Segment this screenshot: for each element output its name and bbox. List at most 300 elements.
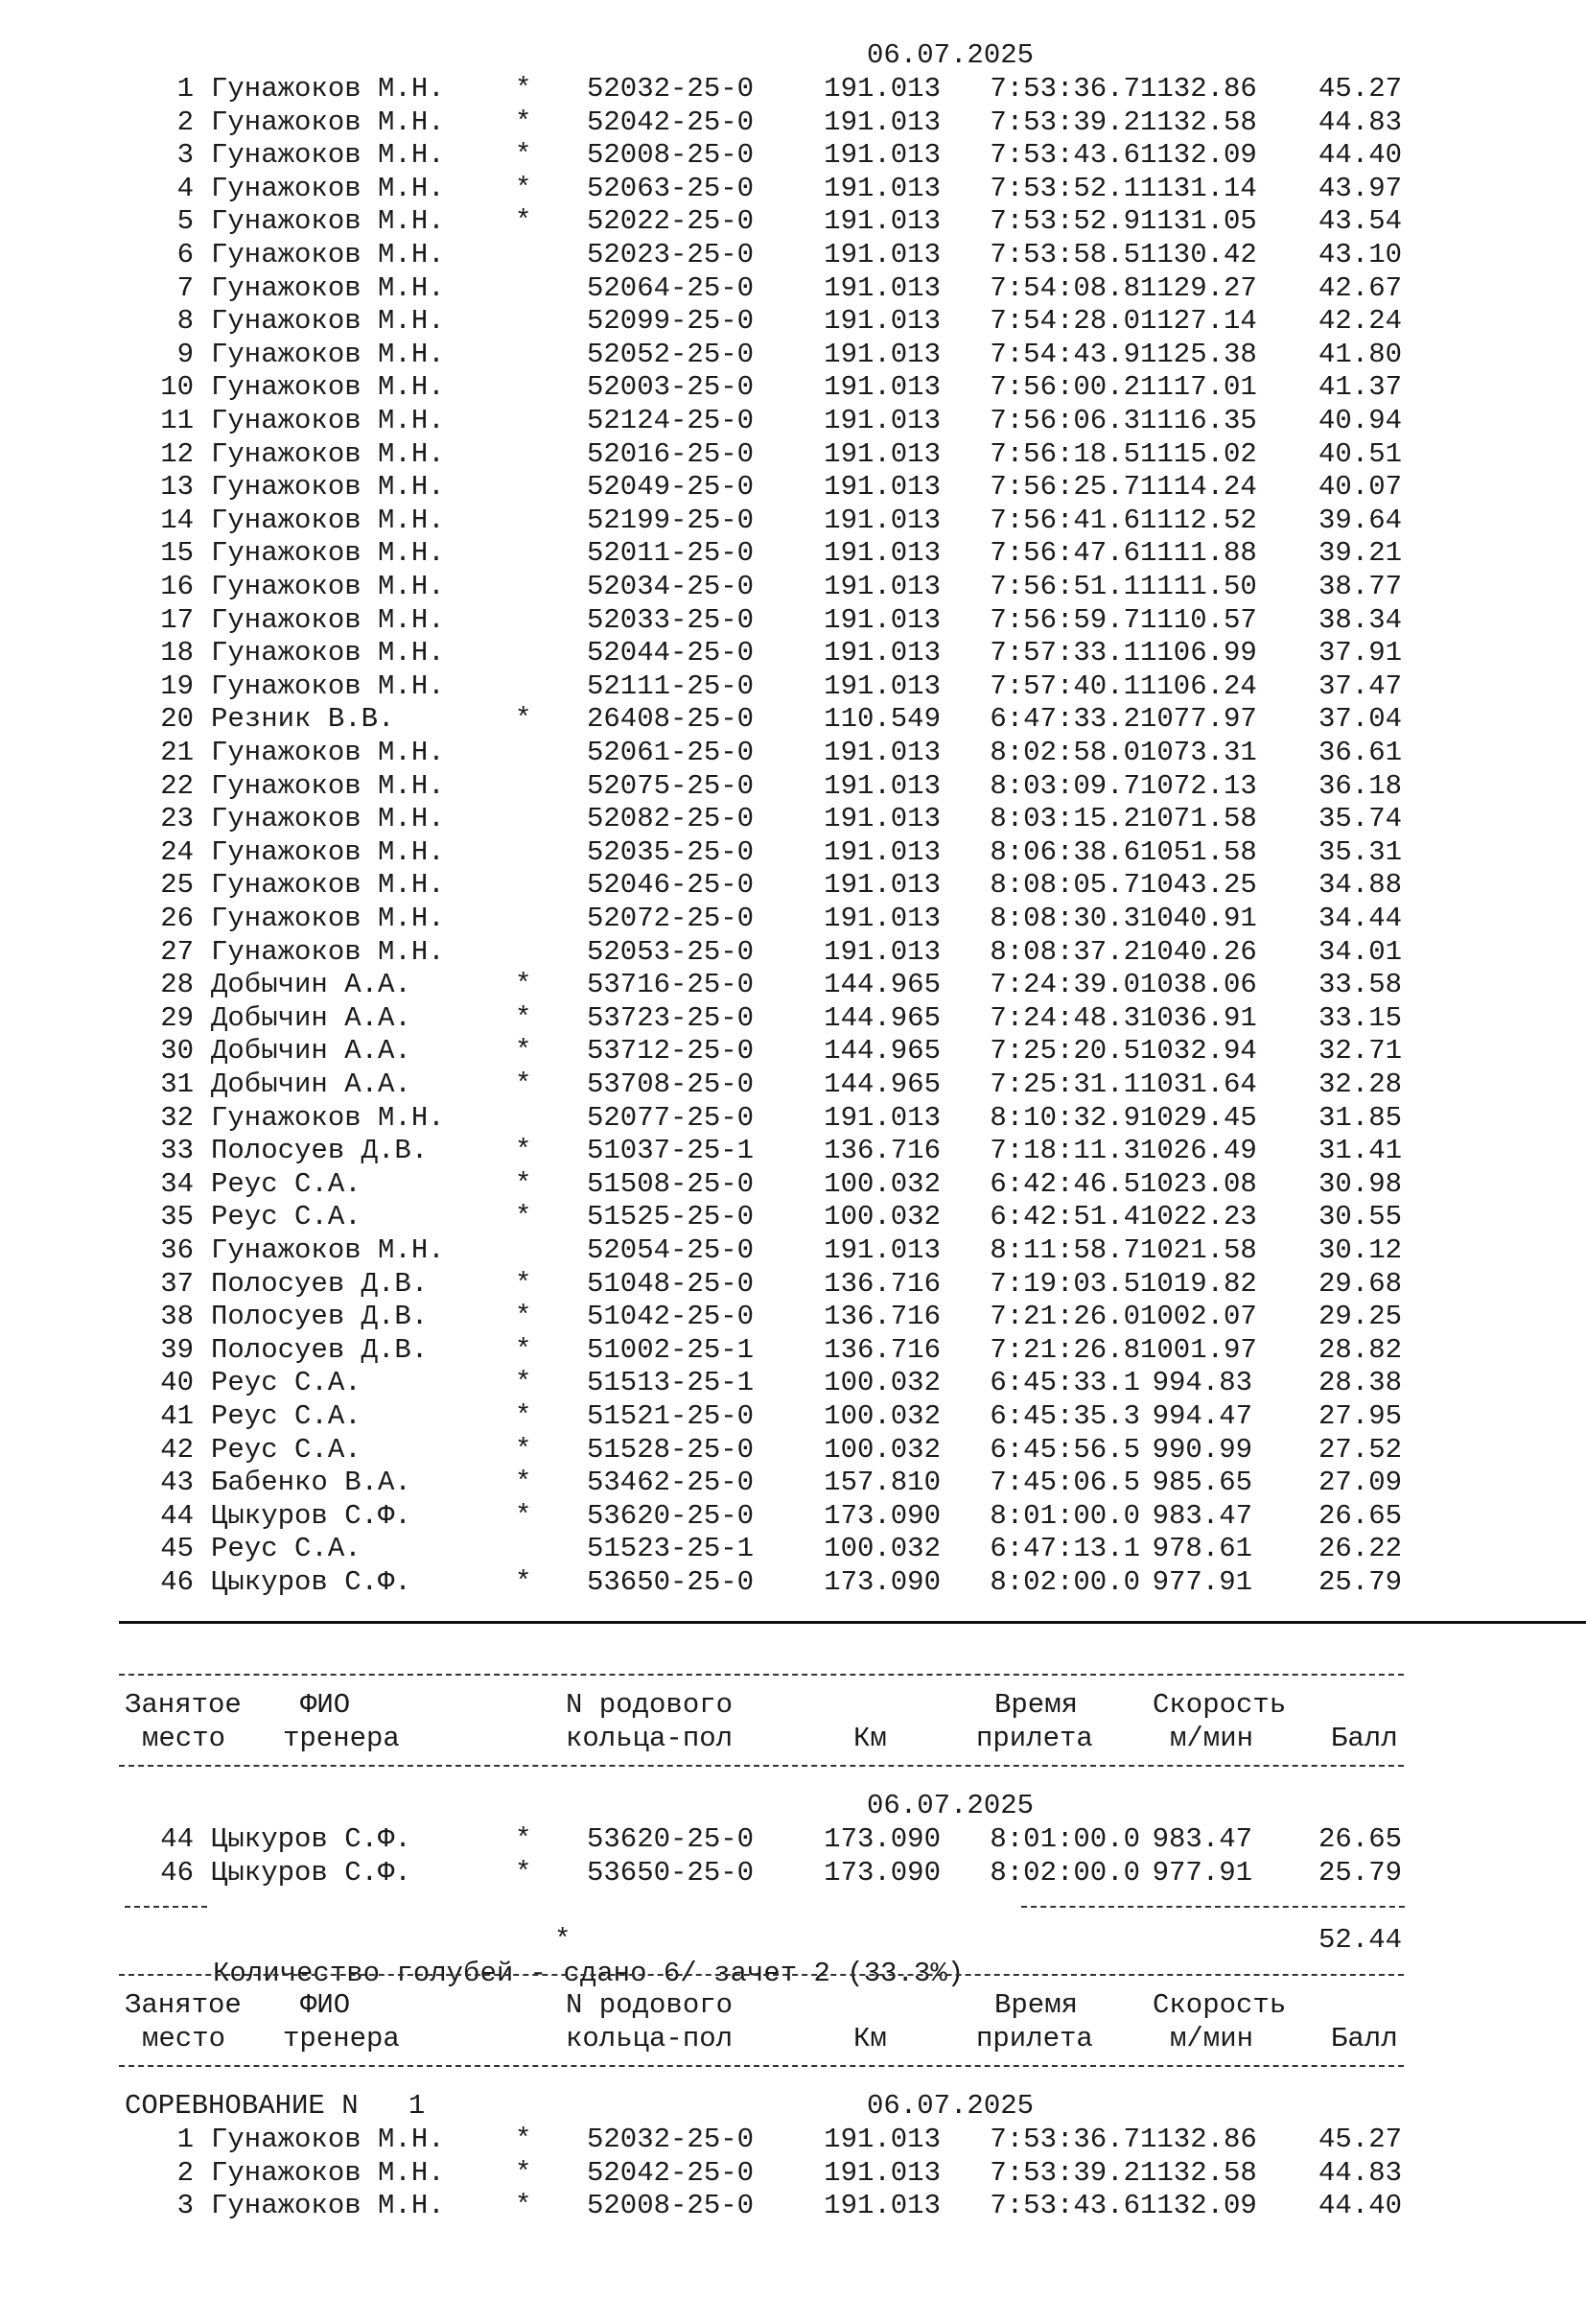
speed-value: 1040.26 bbox=[1140, 935, 1257, 968]
points-value: 33.58 bbox=[1318, 969, 1402, 1001]
rank-cell: 39 bbox=[160, 1333, 194, 1366]
points-value: 32.28 bbox=[1318, 1068, 1402, 1100]
speed-value: 994.83 bbox=[1152, 1367, 1252, 1399]
ring-number: 51523-25-1 bbox=[587, 1533, 755, 1565]
trainer-name: Гунажоков М.Н. bbox=[211, 2190, 445, 2222]
ring-number: 51521-25-0 bbox=[587, 1400, 755, 1432]
distance-km: 191.013 bbox=[824, 537, 941, 570]
points-value: 28.82 bbox=[1318, 1333, 1402, 1366]
distance-km: 191.013 bbox=[824, 2190, 941, 2222]
arrival-time: 7:25:20.5 bbox=[990, 1035, 1140, 1068]
speed-value: 1071.58 bbox=[1140, 803, 1257, 835]
header-ring: N родового bbox=[566, 1689, 734, 1721]
header2-points: Балл bbox=[1331, 2023, 1398, 2054]
points-value: 37.91 bbox=[1318, 637, 1402, 669]
rank-cell: 36 bbox=[160, 1234, 194, 1266]
arrival-time: 7:56:41.6 bbox=[990, 504, 1140, 536]
trainer-name: Добычин А.А. bbox=[211, 1035, 411, 1068]
arrival-time: 7:53:58.5 bbox=[990, 239, 1140, 270]
rank-cell: 30 bbox=[160, 1035, 194, 1068]
trainer-name: Бабенко В.А. bbox=[211, 1467, 411, 1499]
header2-km: Км bbox=[853, 2023, 887, 2054]
header-speed: Скорость bbox=[1153, 1689, 1287, 1721]
distance-km: 191.013 bbox=[824, 835, 941, 868]
trainer-name: Гунажоков М.Н. bbox=[211, 737, 445, 768]
star-mark: * bbox=[515, 1001, 532, 1034]
header-km: Км bbox=[853, 1723, 887, 1754]
trainer-name: Гунажоков М.Н. bbox=[211, 935, 445, 968]
trainer-name: Гунажоков М.Н. bbox=[211, 471, 445, 504]
points-value: 29.25 bbox=[1318, 1301, 1402, 1333]
trainer-name: Гунажоков М.Н. bbox=[211, 73, 445, 105]
ring-number: 52075-25-0 bbox=[587, 769, 755, 802]
trainer-name: Гунажоков М.Н. bbox=[211, 571, 445, 602]
rank-cell: 6 bbox=[176, 239, 194, 270]
header-ring-2: кольца-пол bbox=[566, 1723, 734, 1754]
arrival-time: 7:56:00.2 bbox=[990, 371, 1140, 404]
distance-km: 191.013 bbox=[824, 571, 941, 602]
distance-km: 100.032 bbox=[824, 1167, 941, 1200]
rank-cell: 31 bbox=[160, 1068, 194, 1100]
points-value: 26.65 bbox=[1318, 1499, 1402, 1532]
points-value: 42.67 bbox=[1318, 271, 1402, 304]
rank-cell: 28 bbox=[160, 969, 194, 1001]
rank-cell: 16 bbox=[160, 571, 194, 602]
ring-number: 51048-25-0 bbox=[587, 1267, 755, 1300]
ring-number: 52046-25-0 bbox=[587, 869, 755, 902]
distance-km: 136.716 bbox=[824, 1333, 941, 1366]
arrival-time: 6:45:56.5 bbox=[990, 1433, 1140, 1466]
rank-cell: 5 bbox=[176, 205, 194, 238]
distance-km: 191.013 bbox=[824, 205, 941, 238]
ring-number: 52082-25-0 bbox=[587, 803, 755, 835]
ring-number: 51525-25-0 bbox=[587, 1201, 755, 1233]
distance-km: 100.032 bbox=[824, 1201, 941, 1233]
speed-value: 983.47 bbox=[1152, 1823, 1252, 1855]
speed-value: 1129.27 bbox=[1140, 271, 1257, 304]
arrival-time: 8:02:58.0 bbox=[990, 737, 1140, 768]
rank-cell: 34 bbox=[160, 1167, 194, 1200]
rank-cell: 21 bbox=[160, 737, 194, 768]
speed-value: 1106.24 bbox=[1140, 669, 1257, 702]
speed-value: 1026.49 bbox=[1140, 1135, 1257, 1167]
rank-cell: 22 bbox=[160, 769, 194, 802]
star-mark: * bbox=[515, 2156, 532, 2189]
header-points: Балл bbox=[1331, 1723, 1398, 1754]
star-mark: * bbox=[515, 139, 532, 172]
distance-km: 136.716 bbox=[824, 1301, 941, 1333]
ring-number: 53620-25-0 bbox=[587, 1499, 755, 1532]
ring-number: 52033-25-0 bbox=[587, 603, 755, 636]
star-mark: * bbox=[515, 1499, 532, 1532]
points-value: 39.21 bbox=[1318, 537, 1402, 570]
trainer-name: Гунажоков М.Н. bbox=[211, 271, 445, 304]
arrival-time: 7:54:28.0 bbox=[990, 305, 1140, 338]
trainer-name: Гунажоков М.Н. bbox=[211, 769, 445, 802]
arrival-time: 8:01:00.0 bbox=[990, 1823, 1140, 1855]
ring-number: 51042-25-0 bbox=[587, 1301, 755, 1333]
trainer-name: Гунажоков М.Н. bbox=[211, 405, 445, 436]
trainer-name: Полосуев Д.В. bbox=[211, 1267, 429, 1300]
arrival-time: 6:42:46.5 bbox=[990, 1167, 1140, 1200]
points-value: 30.55 bbox=[1318, 1201, 1402, 1233]
rank-cell: 20 bbox=[160, 703, 194, 736]
header2-ring-2: кольца-пол bbox=[566, 2023, 734, 2054]
speed-value: 1116.35 bbox=[1140, 405, 1257, 436]
trainer-name: Гунажоков М.Н. bbox=[211, 835, 445, 868]
speed-value: 977.91 bbox=[1152, 1566, 1252, 1598]
points-value: 40.51 bbox=[1318, 437, 1402, 470]
distance-km: 144.965 bbox=[824, 1001, 941, 1034]
ring-number: 53723-25-0 bbox=[587, 1001, 755, 1034]
points-value: 25.79 bbox=[1318, 1856, 1402, 1889]
speed-value: 1021.58 bbox=[1140, 1234, 1257, 1266]
star-mark: * bbox=[515, 1301, 532, 1333]
arrival-time: 7:18:11.3 bbox=[990, 1135, 1140, 1167]
arrival-time: 7:53:36.7 bbox=[990, 2124, 1140, 2155]
header-trainer: тренера bbox=[283, 1723, 400, 1754]
distance-km: 100.032 bbox=[824, 1533, 941, 1565]
star-mark: * bbox=[515, 969, 532, 1001]
header2-speed: Скорость bbox=[1153, 1989, 1287, 2021]
rank-cell: 45 bbox=[160, 1533, 194, 1565]
points-value: 44.83 bbox=[1318, 106, 1402, 138]
arrival-time: 7:56:18.5 bbox=[990, 437, 1140, 470]
trainer-name: Гунажоков М.Н. bbox=[211, 338, 445, 370]
points-value: 34.01 bbox=[1318, 935, 1402, 968]
distance-km: 191.013 bbox=[824, 305, 941, 338]
distance-km: 191.013 bbox=[824, 139, 941, 172]
rank-cell: 12 bbox=[160, 437, 194, 470]
speed-value: 1132.58 bbox=[1140, 106, 1257, 138]
header2-line-2 bbox=[0, 2022, 1398, 2055]
arrival-time: 7:57:33.1 bbox=[990, 637, 1140, 669]
distance-km: 191.013 bbox=[824, 2124, 941, 2155]
speed-value: 1022.23 bbox=[1140, 1201, 1257, 1233]
header-speed-unit: м/мин bbox=[1170, 1723, 1254, 1754]
distance-km: 191.013 bbox=[824, 803, 941, 835]
trainer-name: Цыкуров С.Ф. bbox=[211, 1499, 411, 1532]
ring-number: 52052-25-0 bbox=[587, 338, 755, 370]
rank-cell: 46 bbox=[160, 1566, 194, 1598]
points-value: 26.22 bbox=[1318, 1533, 1402, 1565]
star-mark: * bbox=[515, 205, 532, 238]
ring-number: 52077-25-0 bbox=[587, 1101, 755, 1134]
star-mark: * bbox=[515, 2124, 532, 2155]
rank-cell: 46 bbox=[160, 1856, 194, 1889]
solid-rule bbox=[119, 1621, 1586, 1624]
speed-value: 1132.09 bbox=[1140, 139, 1257, 172]
arrival-time: 6:47:33.2 bbox=[990, 703, 1140, 736]
rank-cell: 42 bbox=[160, 1433, 194, 1466]
header-arrival: прилета bbox=[976, 1723, 1093, 1754]
trainer-name: Реус С.А. bbox=[211, 1533, 362, 1565]
ring-number: 52063-25-0 bbox=[587, 172, 755, 204]
header2-place: Занятое bbox=[125, 1989, 242, 2021]
total-star: * bbox=[554, 1924, 571, 1956]
rank-cell: 44 bbox=[160, 1499, 194, 1532]
trainer-name: Гунажоков М.Н. bbox=[211, 172, 445, 204]
arrival-time: 7:45:06.5 bbox=[990, 1467, 1140, 1499]
distance-km: 144.965 bbox=[824, 1035, 941, 1068]
ring-number: 52011-25-0 bbox=[587, 537, 755, 570]
arrival-time: 7:56:06.3 bbox=[990, 405, 1140, 436]
total-points: 52.44 bbox=[1318, 1924, 1402, 1956]
points-value: 32.71 bbox=[1318, 1035, 1402, 1068]
speed-value: 1040.91 bbox=[1140, 903, 1257, 934]
ring-number: 52124-25-0 bbox=[587, 405, 755, 436]
ring-number: 52049-25-0 bbox=[587, 471, 755, 504]
summary-dash-tail bbox=[1021, 1906, 1405, 1908]
star-mark: * bbox=[515, 1135, 532, 1167]
rank-cell: 35 bbox=[160, 1201, 194, 1233]
ring-number: 52042-25-0 bbox=[587, 2156, 755, 2189]
points-value: 43.97 bbox=[1318, 172, 1402, 204]
speed-value: 1002.07 bbox=[1140, 1301, 1257, 1333]
team-date-line bbox=[0, 1789, 1035, 1822]
distance-km: 191.013 bbox=[824, 935, 941, 968]
distance-km: 191.013 bbox=[824, 603, 941, 636]
ring-number: 51037-25-1 bbox=[587, 1135, 755, 1167]
ring-number: 52022-25-0 bbox=[587, 205, 755, 238]
summary-text: Количество голубей - сдано 6/ зачет 2 (33.3%) bbox=[213, 1958, 965, 1989]
ring-number: 53620-25-0 bbox=[587, 1823, 755, 1855]
arrival-time: 7:19:03.5 bbox=[990, 1267, 1140, 1300]
points-value: 36.61 bbox=[1318, 737, 1402, 768]
speed-value: 978.61 bbox=[1152, 1533, 1252, 1565]
trainer-name: Гунажоков М.Н. bbox=[211, 305, 445, 338]
speed-value: 1031.64 bbox=[1140, 1068, 1257, 1100]
rank-cell: 14 bbox=[160, 504, 194, 536]
ring-number: 53712-25-0 bbox=[587, 1035, 755, 1068]
ring-number: 52053-25-0 bbox=[587, 935, 755, 968]
speed-value: 1114.24 bbox=[1140, 471, 1257, 504]
rank-cell: 26 bbox=[160, 903, 194, 934]
points-value: 43.54 bbox=[1318, 205, 1402, 238]
header2-rule-top bbox=[119, 1974, 1404, 1976]
speed-value: 1043.25 bbox=[1140, 869, 1257, 902]
speed-value: 1072.13 bbox=[1140, 769, 1257, 802]
distance-km: 136.716 bbox=[824, 1135, 941, 1167]
arrival-time: 8:10:32.9 bbox=[990, 1101, 1140, 1134]
distance-km: 191.013 bbox=[824, 669, 941, 702]
distance-km: 191.013 bbox=[824, 371, 941, 404]
speed-value: 994.47 bbox=[1152, 1400, 1252, 1432]
trainer-name: Гунажоков М.Н. bbox=[211, 504, 445, 536]
distance-km: 191.013 bbox=[824, 504, 941, 536]
speed-value: 1032.94 bbox=[1140, 1035, 1257, 1068]
points-value: 27.09 bbox=[1318, 1467, 1402, 1499]
rank-cell: 2 bbox=[176, 2156, 194, 2189]
ring-number: 51513-25-1 bbox=[587, 1367, 755, 1399]
points-value: 41.80 bbox=[1318, 338, 1402, 370]
ring-number: 52023-25-0 bbox=[587, 239, 755, 270]
arrival-time: 7:21:26.8 bbox=[990, 1333, 1140, 1366]
points-value: 44.40 bbox=[1318, 2190, 1402, 2222]
trainer-name: Гунажоков М.Н. bbox=[211, 371, 445, 404]
arrival-time: 7:24:48.3 bbox=[990, 1001, 1140, 1034]
rank-cell: 1 bbox=[176, 73, 194, 105]
star-mark: * bbox=[515, 1856, 532, 1889]
star-mark: * bbox=[515, 1400, 532, 1432]
header-fio: ФИО bbox=[300, 1689, 351, 1721]
points-value: 44.83 bbox=[1318, 2156, 1402, 2189]
points-value: 31.85 bbox=[1318, 1101, 1402, 1134]
rank-cell: 33 bbox=[160, 1135, 194, 1167]
header-place-2: место bbox=[142, 1723, 226, 1754]
arrival-time: 7:56:51.1 bbox=[990, 571, 1140, 602]
arrival-time: 6:42:51.4 bbox=[990, 1201, 1140, 1233]
trainer-name: Реус С.А. bbox=[211, 1167, 362, 1200]
header2-time: Время bbox=[994, 1989, 1079, 2021]
competition-line bbox=[0, 2089, 1035, 2123]
rank-cell: 13 bbox=[160, 471, 194, 504]
points-value: 34.88 bbox=[1318, 869, 1402, 902]
star-mark: * bbox=[515, 1267, 532, 1300]
header-time: Время bbox=[994, 1689, 1079, 1721]
rank-cell: 3 bbox=[176, 139, 194, 172]
trainer-name: Гунажоков М.Н. bbox=[211, 239, 445, 270]
ring-number: 53462-25-0 bbox=[587, 1467, 755, 1499]
ring-number: 52199-25-0 bbox=[587, 504, 755, 536]
points-value: 38.34 bbox=[1318, 603, 1402, 636]
header-line-1 bbox=[0, 1688, 1287, 1722]
points-value: 26.65 bbox=[1318, 1823, 1402, 1855]
rank-cell: 32 bbox=[160, 1101, 194, 1134]
speed-value: 1131.05 bbox=[1140, 205, 1257, 238]
rank-cell: 3 bbox=[176, 2190, 194, 2222]
distance-km: 173.090 bbox=[824, 1856, 941, 1889]
speed-value: 1073.31 bbox=[1140, 737, 1257, 768]
distance-km: 173.090 bbox=[824, 1823, 941, 1855]
ring-number: 53650-25-0 bbox=[587, 1856, 755, 1889]
star-mark: * bbox=[515, 1333, 532, 1366]
distance-km: 191.013 bbox=[824, 73, 941, 105]
trainer-name: Цыкуров С.Ф. bbox=[211, 1566, 411, 1598]
points-value: 45.27 bbox=[1318, 73, 1402, 105]
points-value: 40.94 bbox=[1318, 405, 1402, 436]
points-value: 37.04 bbox=[1318, 703, 1402, 736]
speed-value: 1130.42 bbox=[1140, 239, 1257, 270]
speed-value: 983.47 bbox=[1152, 1499, 1252, 1532]
distance-km: 191.013 bbox=[824, 869, 941, 902]
rank-cell: 23 bbox=[160, 803, 194, 835]
arrival-time: 8:08:37.2 bbox=[990, 935, 1140, 968]
star-mark: * bbox=[515, 172, 532, 204]
ring-number: 52032-25-0 bbox=[587, 2124, 755, 2155]
rank-cell: 11 bbox=[160, 405, 194, 436]
header2-speed-unit: м/мин bbox=[1170, 2023, 1254, 2054]
speed-value: 1051.58 bbox=[1140, 835, 1257, 868]
arrival-time: 7:53:39.2 bbox=[990, 106, 1140, 138]
rank-cell: 27 bbox=[160, 935, 194, 968]
arrival-time: 6:45:33.1 bbox=[990, 1367, 1140, 1399]
arrival-time: 6:45:35.3 bbox=[990, 1400, 1140, 1432]
team-total-line bbox=[0, 1923, 1402, 1957]
ring-number: 51508-25-0 bbox=[587, 1167, 755, 1200]
rank-cell: 18 bbox=[160, 637, 194, 669]
distance-km: 100.032 bbox=[824, 1400, 941, 1432]
ring-number: 26408-25-0 bbox=[587, 703, 755, 736]
distance-km: 110.549 bbox=[824, 703, 941, 736]
points-value: 33.15 bbox=[1318, 1001, 1402, 1034]
distance-km: 191.013 bbox=[824, 737, 941, 768]
trainer-name: Гунажоков М.Н. bbox=[211, 637, 445, 669]
ring-number: 52008-25-0 bbox=[587, 2190, 755, 2222]
star-mark: * bbox=[515, 1167, 532, 1200]
arrival-time: 7:54:08.8 bbox=[990, 271, 1140, 304]
ring-number: 53716-25-0 bbox=[587, 969, 755, 1001]
header2-arrival: прилета bbox=[976, 2023, 1093, 2054]
speed-value: 1132.09 bbox=[1140, 2190, 1257, 2222]
trainer-name: Цыкуров С.Ф. bbox=[211, 1823, 411, 1855]
points-value: 34.44 bbox=[1318, 903, 1402, 934]
distance-km: 191.013 bbox=[824, 2156, 941, 2189]
distance-km: 173.090 bbox=[824, 1499, 941, 1532]
speed-value: 1001.97 bbox=[1140, 1333, 1257, 1366]
rank-cell: 44 bbox=[160, 1823, 194, 1855]
arrival-time: 7:25:31.1 bbox=[990, 1068, 1140, 1100]
rank-cell: 41 bbox=[160, 1400, 194, 1432]
distance-km: 191.013 bbox=[824, 405, 941, 436]
header-place: Занятое bbox=[125, 1689, 242, 1721]
arrival-time: 8:03:09.7 bbox=[990, 769, 1140, 802]
distance-km: 157.810 bbox=[824, 1467, 941, 1499]
arrival-time: 8:03:15.2 bbox=[990, 803, 1140, 835]
rank-cell: 1 bbox=[176, 2124, 194, 2155]
arrival-time: 7:53:52.9 bbox=[990, 205, 1140, 238]
points-value: 40.07 bbox=[1318, 471, 1402, 504]
ring-number: 52099-25-0 bbox=[587, 305, 755, 338]
rank-cell: 38 bbox=[160, 1301, 194, 1333]
trainer-name: Гунажоков М.Н. bbox=[211, 669, 445, 702]
trainer-name: Гунажоков М.Н. bbox=[211, 1101, 445, 1134]
trainer-name: Реус С.А. bbox=[211, 1201, 362, 1233]
speed-value: 1036.91 bbox=[1140, 1001, 1257, 1034]
header-rule-top bbox=[119, 1674, 1404, 1676]
star-mark: * bbox=[515, 703, 532, 736]
arrival-time: 7:53:39.2 bbox=[990, 2156, 1140, 2189]
ring-number: 52111-25-0 bbox=[587, 669, 755, 702]
arrival-time: 8:08:05.7 bbox=[990, 869, 1140, 902]
trainer-name: Добычин А.А. bbox=[211, 969, 411, 1001]
arrival-time: 7:57:40.1 bbox=[990, 669, 1140, 702]
points-value: 27.52 bbox=[1318, 1433, 1402, 1466]
star-mark: * bbox=[515, 1467, 532, 1499]
star-mark: * bbox=[515, 1068, 532, 1100]
points-value: 37.47 bbox=[1318, 669, 1402, 702]
ring-number: 52054-25-0 bbox=[587, 1234, 755, 1266]
points-value: 35.31 bbox=[1318, 835, 1402, 868]
header2-fio: ФИО bbox=[300, 1989, 351, 2021]
trainer-name: Реус С.А. bbox=[211, 1367, 362, 1399]
trainer-name: Добычин А.А. bbox=[211, 1001, 411, 1034]
distance-km: 191.013 bbox=[824, 903, 941, 934]
ring-number: 53650-25-0 bbox=[587, 1566, 755, 1598]
speed-value: 1023.08 bbox=[1140, 1167, 1257, 1200]
points-value: 30.98 bbox=[1318, 1167, 1402, 1200]
distance-km: 191.013 bbox=[824, 271, 941, 304]
trainer-name: Гунажоков М.Н. bbox=[211, 537, 445, 570]
trainer-name: Гунажоков М.Н. bbox=[211, 205, 445, 238]
header-rule-bottom bbox=[119, 1765, 1404, 1767]
ring-number: 52032-25-0 bbox=[587, 73, 755, 105]
arrival-time: 7:53:36.7 bbox=[990, 73, 1140, 105]
rank-cell: 17 bbox=[160, 603, 194, 636]
trainer-name: Гунажоков М.Н. bbox=[211, 139, 445, 172]
header2-trainer: тренера bbox=[283, 2023, 400, 2054]
trainer-name: Гунажоков М.Н. bbox=[211, 903, 445, 934]
